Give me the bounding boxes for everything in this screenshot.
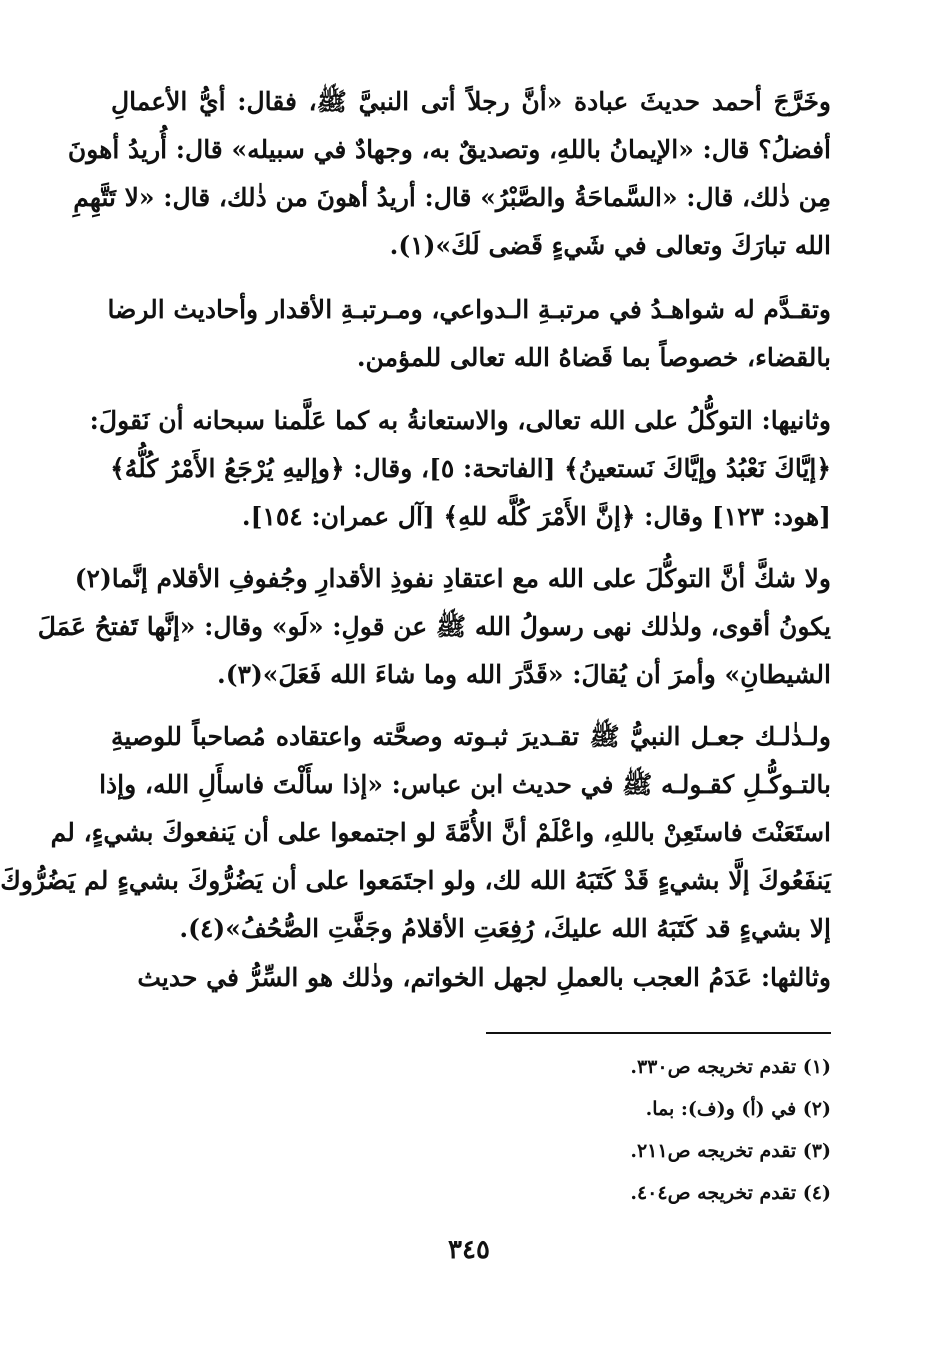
text-line: وثالثها: عَدَمُ العجب بالعملِ لجهل الخواتم، وذٰلك هو السِّرُّ في حديث (137, 963, 831, 992)
footnote-divider (486, 1032, 831, 1034)
footnote: (٣) تقدم تخريجه ص٢١١. (630, 1140, 831, 1162)
page-number: ٣٤٥ (448, 1235, 490, 1265)
footnote: (٢) في (أ) و(ف): بما. (645, 1098, 831, 1120)
footnote: (٤) تقدم تخريجه ص٤٠٤. (630, 1182, 831, 1204)
text-line: وخَرَّجَ أحمد حديثَ عبادة «أنَّ رجلاً أتى النبيَّ ﷺ، فقال: أيُّ الأعمالِ (111, 87, 831, 116)
text-line: بالتـوكُّـلِ كقـولـه ﷺ في حديث ابن عباس: «إذا سأَلْتَ فاسأَلِ الله، وإذا (99, 770, 831, 799)
text-line: مِن ذٰلك، قال: «السَّماحَةُ والصَّبْرُ» قال: أريدُ أهونَ من ذٰلك، قال: «لا تَتَّهِمِ (73, 183, 831, 212)
text-line: يكونُ أقوى، ولذٰلك نهى رسولُ الله ﷺ عن قولِ: «لَو» وقال: «إنَّها تَفتحُ عَمَلَ (37, 612, 831, 641)
text-line: الشيطانِ» وأمرَ أن يُقالَ: «قَدَّرَ الله وما شاءَ الله فَعَلَ»(٣). (216, 660, 831, 689)
text-line: إلا بشيءٍ قد كَتَبَهُ الله عليكَ، رُفِعَتِ الأقلامُ وجَفَّتِ الصُّحُفُ»(٤). (179, 914, 831, 943)
text-line: استَعَنْتَ فاستَعِنْ باللهِ، واعْلَمْ أنَّ الأُمَّةَ لو اجتمعوا على أن يَنفعوكَ بشيءٍ، لم (50, 818, 831, 847)
text-line: وثانيها: التوكُّلُ على الله تعالى، والاستعانةُ به كما عَلَّمنا سبحانه أن نَقولَ: (89, 406, 831, 435)
text-line: ولـذٰلـك جعـل النبيُّ ﷺ تقـديرَ ثبـوته وصحَّته واعتقاده مُصاحباً للوصيةِ (111, 722, 831, 751)
text-line: [هود: ١٢٣] وقال: ﴿إنَّ الأَمْرَ كُلَّه للهِ﴾ [آل عمران: ١٥٤]. (241, 502, 831, 531)
text-line: يَنفَعُوكَ إلَّا بشيءٍ قَدْ كَتَبَهُ الله لك، ولو اجتَمَعوا على أن يَضُرُّوكَ بشيءٍ لم يَضُرُّوكَ (0, 866, 831, 895)
text-line: أفضلُ؟ قال: «الإيمانُ باللهِ، وتصديقٌ به، وجهادٌ في سبيله» قال: أُريدُ أهونَ (67, 135, 831, 164)
text-line: ولا شكَّ أنَّ التوكُّلَ على الله مع اعتقادِ نفوذِ الأقدارِ وجُفوفِ الأقلام إنَّما(٢) (74, 564, 831, 593)
text-line: وتقـدَّم له شواهـدُ في مرتبـةِ الـدواعي، ومـرتبـةِ الأقدار وأحاديث الرضا (107, 295, 831, 324)
text-line: ﴿إيَّاكَ نَعْبُدُ وإيَّاكَ نَستعينُ﴾ [الفاتحة: ٥]، وقال: ﴿وإليهِ يُرْجَعُ الأَمْرُ كُلُّهُ﴾ (110, 454, 831, 483)
footnote: (١) تقدم تخريجه ص٣٣٠. (630, 1056, 831, 1078)
text-line: الله تبارَكَ وتعالى في شَيءٍ قَضى لَكَ»(١). (389, 231, 831, 260)
text-line: بالقضاء، خصوصاً بما قَضاهُ الله تعالى للمؤمن. (356, 343, 831, 372)
